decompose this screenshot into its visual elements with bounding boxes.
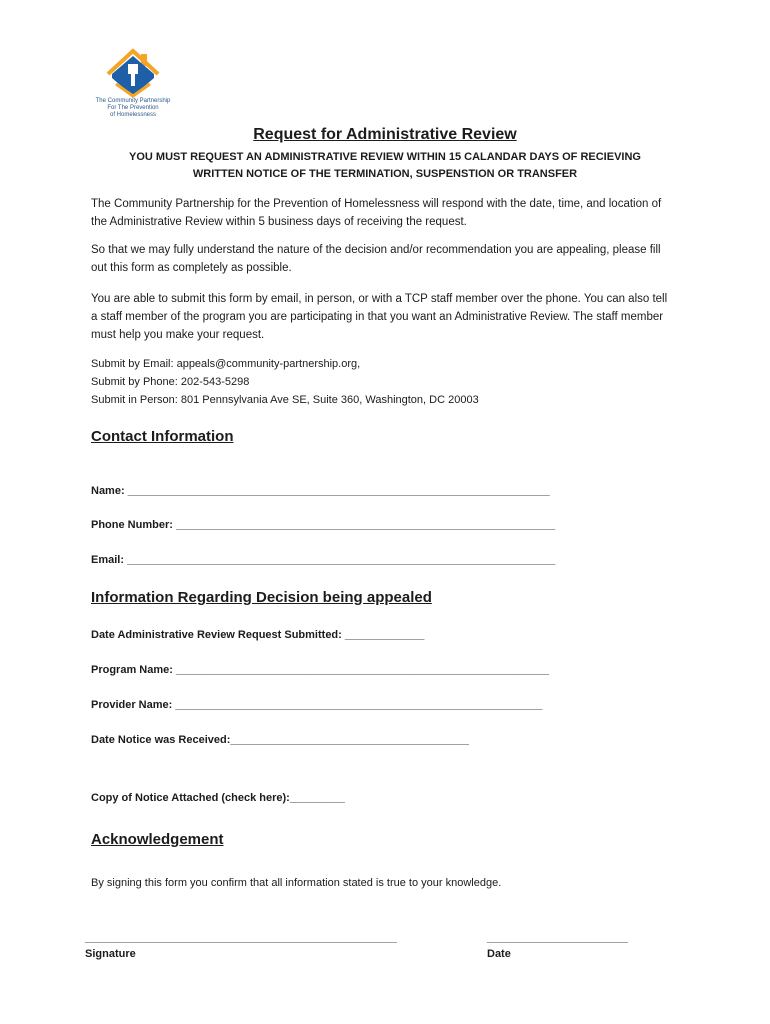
page-title: Request for Administrative Review	[253, 126, 517, 143]
contact-heading: Contact Information	[91, 428, 234, 445]
acknowledgement-heading: Acknowledgement	[91, 831, 224, 848]
logo-line-1: The Community Partnership	[95, 98, 171, 104]
email-field[interactable]: Email: ______________________________________________________________________	[91, 554, 556, 566]
response-paragraph: The Community Partnership for the Prevention of Homelessness will respond with the date, time, and location of the Administrative Review within 5 business days of receiving the request.	[91, 198, 662, 228]
logo-line-2: For The Prevention	[107, 105, 159, 111]
acknowledgement-text: By signing this form you confirm that all information stated is true to your knowledge.	[91, 877, 502, 889]
name-field[interactable]: Name: _____________________________________________________________________	[91, 485, 550, 497]
submission-paragraph: You are able to submit this form by email, in person, or with a TCP staff member over the phone. You can also tell a staff member of the program you are participating in that you want an Administrative Review. The staff member must help you make your request.	[91, 293, 668, 341]
warning-line-2: WRITTEN NOTICE OF THE TERMINATION, SUSPENSTION OR TRANSFER	[192, 168, 578, 180]
program-name-field[interactable]: Program Name: _____________________________________________________________	[91, 664, 550, 676]
date-submitted-field[interactable]: Date Administrative Review Request Submitted: _____________	[91, 629, 425, 641]
provider-name-field[interactable]: Provider Name: ____________________________________________________________	[91, 699, 543, 711]
phone-field[interactable]: Phone Number: ______________________________________________________________	[91, 519, 556, 531]
submit-person: Submit in Person: 801 Pennsylvania Ave SE, Suite 360, Washington, DC 20003	[91, 394, 479, 406]
signature-label: Signature	[85, 948, 136, 960]
purpose-paragraph: So that we may fully understand the nature of the decision and/or recommendation you are appealing, please fill out this form as completely as possible.	[91, 244, 661, 274]
decision-heading: Information Regarding Decision being appealed	[91, 589, 432, 606]
submit-email: Submit by Email: appeals@community-partnership.org,	[91, 358, 361, 370]
logo-caption	[88, 98, 178, 119]
date-line[interactable]: _______________________	[487, 932, 628, 944]
date-label: Date	[487, 948, 511, 960]
logo-line-3: of Homelessness	[109, 112, 157, 118]
submit-phone: Submit by Phone: 202-543-5298	[91, 376, 250, 388]
copy-attached-field[interactable]: Copy of Notice Attached (check here):_________	[91, 792, 345, 804]
signature-line[interactable]: ___________________________________________________	[85, 932, 398, 944]
warning-line-1: YOU MUST REQUEST AN ADMINISTRATIVE REVIEW WITHIN 15 CALANDAR DAYS OF RECIEVING	[129, 151, 641, 163]
date-received-field[interactable]: Date Notice was Received:_______________________________________	[91, 734, 469, 746]
